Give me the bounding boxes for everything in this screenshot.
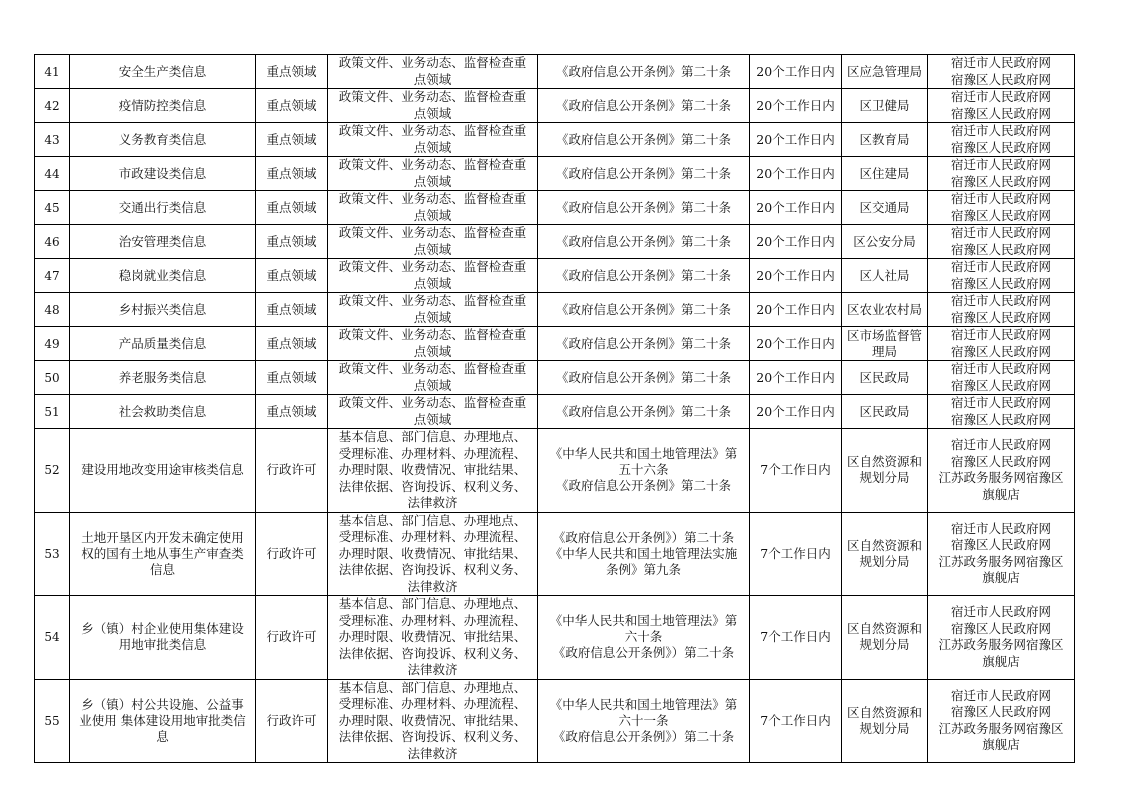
- category-cell: 重点领域: [256, 225, 328, 259]
- item-name-line: 乡（镇）村企业使用集体建设: [81, 621, 244, 637]
- item-name-cell: [70, 225, 256, 259]
- department-line: 规划分局: [859, 470, 910, 486]
- category-cell: 重点领域: [256, 89, 328, 123]
- publish-channel-line: 宿迁市人民政府网: [950, 327, 1051, 342]
- publish-channel-cell: [928, 429, 1075, 513]
- item-name-line: 业使用 集体建设用地审批类信: [79, 712, 246, 728]
- time-limit-cell: 20个工作日内: [750, 89, 842, 123]
- legal-basis-line: 五十六条: [618, 462, 669, 478]
- department-line: 区自然资源和: [846, 537, 922, 553]
- department-cell: [842, 123, 928, 157]
- legal-basis-cell: [538, 89, 750, 123]
- legal-basis-line: 《中华人民共和国土地管理法》第: [549, 696, 738, 712]
- content-line: 政策文件、业务动态、监督检查重: [338, 327, 527, 342]
- content-line: 政策文件、业务动态、监督检查重: [338, 89, 527, 104]
- department-line: 区教育局: [859, 131, 910, 147]
- row-number-cell: 52: [35, 429, 70, 513]
- item-name-line: 市政建设类信息: [118, 165, 207, 181]
- publish-channel-cell: [928, 89, 1075, 123]
- item-name-line: 社会救助类信息: [118, 403, 207, 419]
- legal-basis-line: 《中华人民共和国土地管理法》第: [549, 446, 738, 462]
- item-name-line: 交通出行类信息: [118, 199, 207, 215]
- table-row: [35, 123, 1075, 157]
- content-line: 法律依据、咨询投诉、权利义务、: [338, 729, 527, 744]
- publish-channel-line: 宿豫区人民政府网: [950, 241, 1051, 257]
- time-limit-cell: 20个工作日内: [750, 55, 842, 89]
- publish-channel-line: 宿豫区人民政府网: [950, 620, 1051, 636]
- item-name-line: 权的国有土地从事生产审查类: [81, 545, 244, 561]
- publish-channel-line: 宿豫区人民政府网: [950, 411, 1051, 427]
- legal-basis-cell: [538, 55, 750, 89]
- department-line: 区民政局: [859, 369, 910, 385]
- row-number-cell: 41: [35, 55, 70, 89]
- content-cell: [328, 512, 538, 596]
- item-name-cell: [70, 395, 256, 429]
- item-name-line: 用地审批类信息: [118, 637, 207, 653]
- row-number-cell: 47: [35, 259, 70, 293]
- department-cell: [842, 259, 928, 293]
- legal-basis-line: 《政府信息公开条例》第二十条: [555, 403, 731, 419]
- item-name-cell: [70, 89, 256, 123]
- department-line: 区交通局: [859, 199, 910, 215]
- content-line: 政策文件、业务动态、监督检查重: [338, 395, 527, 410]
- publish-channel-line: 旗舰店: [982, 486, 1020, 502]
- department-line: 区自然资源和: [846, 621, 922, 637]
- content-line: 点领域: [413, 343, 452, 359]
- content-line: 法律依据、咨询投诉、权利义务、: [338, 645, 527, 661]
- content-line: 办理时限、收费情况、审批结果、: [338, 545, 527, 561]
- department-line: 规划分局: [859, 553, 910, 569]
- content-line: 点领域: [413, 275, 452, 291]
- department-line: 理局: [871, 343, 897, 359]
- item-name-cell: [70, 191, 256, 225]
- category-cell: 行政许可: [256, 512, 328, 596]
- time-limit-cell: 20个工作日内: [750, 191, 842, 225]
- publish-channel-line: 江苏政务服务网宿豫区: [938, 720, 1064, 736]
- department-line: 区应急管理局: [846, 63, 922, 79]
- category-cell: 重点领域: [256, 123, 328, 157]
- publish-channel-cell: [928, 293, 1075, 327]
- legal-basis-cell: [538, 429, 750, 513]
- publish-channel-line: 宿豫区人民政府网: [950, 343, 1051, 359]
- row-number-cell: 43: [35, 123, 70, 157]
- content-cell: [328, 89, 538, 123]
- department-cell: [842, 395, 928, 429]
- department-cell: [842, 512, 928, 596]
- department-cell: [842, 191, 928, 225]
- content-line: 政策文件、业务动态、监督检查重: [338, 361, 527, 376]
- category-cell: 行政许可: [256, 429, 328, 513]
- category-cell: 重点领域: [256, 259, 328, 293]
- content-cell: [328, 157, 538, 191]
- legal-basis-line: 《政府信息公开条例》）第二十条: [552, 529, 735, 545]
- category-cell: 行政许可: [256, 679, 328, 763]
- department-line: 区市场监督管: [846, 327, 922, 343]
- department-line: 区农业农村局: [846, 301, 922, 317]
- legal-basis-line: 《政府信息公开条例》第二十条: [555, 199, 731, 215]
- content-line: 政策文件、业务动态、监督检查重: [338, 157, 527, 172]
- category-cell: 重点领域: [256, 55, 328, 89]
- table-row: [35, 55, 1075, 89]
- department-line: 区卫健局: [859, 97, 910, 113]
- content-cell: [328, 395, 538, 429]
- publish-channel-cell: [928, 512, 1075, 596]
- content-line: 受理标准、办理材料、办理流程、: [338, 445, 527, 461]
- department-cell: [842, 596, 928, 680]
- publish-channel-line: 宿豫区人民政府网: [950, 537, 1051, 553]
- time-limit-cell: 20个工作日内: [750, 361, 842, 395]
- category-cell: 重点领域: [256, 157, 328, 191]
- legal-basis-line: 《政府信息公开条例》第二十条: [555, 369, 731, 385]
- publish-channel-line: 宿豫区人民政府网: [950, 207, 1051, 223]
- content-line: 政策文件、业务动态、监督检查重: [338, 259, 527, 274]
- publish-channel-cell: [928, 259, 1075, 293]
- publish-channel-line: 宿豫区人民政府网: [950, 105, 1051, 121]
- department-line: 区公安分局: [853, 233, 916, 249]
- content-cell: [328, 55, 538, 89]
- item-name-line: 稳岗就业类信息: [118, 267, 207, 283]
- item-name-line: 建设用地改变用途审核类信息: [81, 462, 244, 478]
- category-cell: 重点领域: [256, 191, 328, 225]
- department-cell: [842, 55, 928, 89]
- content-line: 政策文件、业务动态、监督检查重: [338, 191, 527, 206]
- legal-basis-line: 六十条: [624, 629, 663, 645]
- legal-basis-line: 《政府信息公开条例》第二十条: [555, 478, 731, 494]
- item-name-cell: [70, 596, 256, 680]
- publish-channel-line: 宿迁市人民政府网: [950, 604, 1051, 620]
- department-cell: [842, 89, 928, 123]
- publish-channel-line: 宿豫区人民政府网: [950, 704, 1051, 720]
- content-line: 政策文件、业务动态、监督检查重: [338, 55, 527, 70]
- publish-channel-cell: [928, 327, 1075, 361]
- content-cell: [328, 225, 538, 259]
- content-line: 办理时限、收费情况、审批结果、: [338, 629, 527, 644]
- category-cell: 重点领域: [256, 361, 328, 395]
- time-limit-cell: 20个工作日内: [750, 327, 842, 361]
- publish-channel-line: 江苏政务服务网宿豫区: [938, 470, 1064, 486]
- content-line: 点领域: [413, 411, 452, 427]
- department-line: 区自然资源和: [846, 704, 922, 720]
- category-cell: 行政许可: [256, 596, 328, 680]
- category-cell: 重点领域: [256, 293, 328, 327]
- table-row: [35, 293, 1075, 327]
- publish-channel-line: 宿迁市人民政府网: [950, 55, 1051, 70]
- row-number-cell: 51: [35, 395, 70, 429]
- time-limit-cell: 20个工作日内: [750, 259, 842, 293]
- publish-channel-cell: [928, 157, 1075, 191]
- time-limit-cell: 20个工作日内: [750, 123, 842, 157]
- department-cell: [842, 293, 928, 327]
- item-name-line: 养老服务类信息: [118, 369, 207, 385]
- item-name-cell: [70, 361, 256, 395]
- legal-basis-line: 条例》第九条: [605, 561, 681, 577]
- item-name-cell: [70, 157, 256, 191]
- content-line: 点领域: [413, 241, 452, 257]
- legal-basis-line: 《政府信息公开条例》第二十条: [555, 267, 731, 283]
- publish-channel-line: 宿迁市人民政府网: [950, 225, 1051, 240]
- legal-basis-cell: [538, 395, 750, 429]
- table-row: [35, 157, 1075, 191]
- legal-basis-line: 《中华人民共和国土地管理法》第: [549, 613, 738, 629]
- table-row: [35, 225, 1075, 259]
- time-limit-cell: 20个工作日内: [750, 293, 842, 327]
- content-cell: [328, 429, 538, 513]
- row-number-cell: 48: [35, 293, 70, 327]
- item-name-line: 治安管理类信息: [118, 233, 207, 249]
- legal-basis-line: 《政府信息公开条例》）第二十条: [552, 728, 735, 744]
- row-number-cell: 54: [35, 596, 70, 680]
- category-cell: 重点领域: [256, 327, 328, 361]
- legal-basis-cell: [538, 327, 750, 361]
- publish-channel-line: 宿迁市人民政府网: [950, 520, 1051, 536]
- publish-channel-line: 宿迁市人民政府网: [950, 293, 1051, 308]
- publish-channel-line: 宿迁市人民政府网: [950, 89, 1051, 104]
- department-cell: [842, 225, 928, 259]
- legal-basis-cell: [538, 679, 750, 763]
- item-name-line: 息: [156, 728, 169, 744]
- legal-basis-line: 《中华人民共和国土地管理法实施: [549, 545, 738, 561]
- table-row: [35, 679, 1075, 763]
- table-row: [35, 327, 1075, 361]
- item-name-line: 土地开垦区内开发未确定使用: [81, 529, 244, 545]
- publish-channel-line: 宿豫区人民政府网: [950, 139, 1051, 155]
- table-row: [35, 89, 1075, 123]
- item-name-cell: [70, 429, 256, 513]
- content-line: 政策文件、业务动态、监督检查重: [338, 123, 527, 138]
- publish-channel-line: 宿迁市人民政府网: [950, 191, 1051, 206]
- item-name-cell: [70, 55, 256, 89]
- content-line: 政策文件、业务动态、监督检查重: [338, 225, 527, 240]
- publish-channel-cell: [928, 225, 1075, 259]
- publish-channel-cell: [928, 55, 1075, 89]
- content-cell: [328, 191, 538, 225]
- legal-basis-line: 《政府信息公开条例》第二十条: [555, 165, 731, 181]
- department-cell: [842, 327, 928, 361]
- time-limit-cell: 7个工作日内: [750, 596, 842, 680]
- content-line: 受理标准、办理材料、办理流程、: [338, 529, 527, 544]
- legal-basis-line: 《政府信息公开条例》第二十条: [555, 97, 731, 113]
- publish-channel-cell: [928, 596, 1075, 680]
- content-line: 点领域: [413, 139, 452, 155]
- row-number-cell: 42: [35, 89, 70, 123]
- item-name-line: 义务教育类信息: [118, 131, 207, 147]
- content-cell: [328, 327, 538, 361]
- publish-channel-line: 江苏政务服务网宿豫区: [938, 553, 1064, 569]
- content-line: 基本信息、部门信息、办理地点、: [338, 679, 527, 695]
- legal-basis-cell: [538, 361, 750, 395]
- legal-basis-line: 《政府信息公开条例》第二十条: [555, 233, 731, 249]
- content-line: 法律救济: [407, 662, 458, 677]
- legal-basis-cell: [538, 225, 750, 259]
- time-limit-cell: 7个工作日内: [750, 512, 842, 596]
- legal-basis-cell: [538, 191, 750, 225]
- table-row: [35, 259, 1075, 293]
- publish-channel-line: 旗舰店: [982, 737, 1020, 753]
- department-cell: [842, 157, 928, 191]
- item-name-cell: [70, 327, 256, 361]
- item-name-line: 产品质量类信息: [118, 335, 207, 351]
- content-cell: [328, 259, 538, 293]
- content-line: 点领域: [413, 309, 452, 325]
- content-line: 点领域: [413, 377, 452, 393]
- department-cell: [842, 679, 928, 763]
- publish-channel-line: 宿豫区人民政府网: [950, 377, 1051, 393]
- category-cell: 重点领域: [256, 395, 328, 429]
- department-cell: [842, 429, 928, 513]
- content-cell: [328, 293, 538, 327]
- publish-channel-line: 宿豫区人民政府网: [950, 71, 1051, 87]
- content-line: 办理时限、收费情况、审批结果、: [338, 462, 527, 477]
- content-line: 基本信息、部门信息、办理地点、: [338, 596, 527, 611]
- table-row: [35, 512, 1075, 596]
- item-name-line: 疫情防控类信息: [118, 97, 207, 113]
- publish-channel-line: 宿豫区人民政府网: [950, 173, 1051, 189]
- legal-basis-cell: [538, 596, 750, 680]
- publish-channel-line: 旗舰店: [982, 653, 1020, 669]
- content-cell: [328, 679, 538, 763]
- publish-channel-line: 宿迁市人民政府网: [950, 157, 1051, 172]
- legal-basis-line: 《政府信息公开条例》第二十条: [555, 301, 731, 317]
- publish-channel-line: 江苏政务服务网宿豫区: [938, 637, 1064, 653]
- content-line: 点领域: [413, 71, 452, 87]
- row-number-cell: 45: [35, 191, 70, 225]
- publish-channel-line: 宿豫区人民政府网: [950, 309, 1051, 325]
- content-line: 法律依据、咨询投诉、权利义务、: [338, 478, 527, 494]
- legal-basis-cell: [538, 512, 750, 596]
- legal-basis-cell: [538, 259, 750, 293]
- publish-channel-cell: [928, 361, 1075, 395]
- item-name-cell: [70, 293, 256, 327]
- table-row: [35, 395, 1075, 429]
- item-name-cell: [70, 679, 256, 763]
- time-limit-cell: 20个工作日内: [750, 225, 842, 259]
- table-row: [35, 191, 1075, 225]
- publish-channel-line: 宿豫区人民政府网: [950, 453, 1051, 469]
- department-cell: [842, 361, 928, 395]
- content-line: 法律依据、咨询投诉、权利义务、: [338, 562, 527, 577]
- time-limit-cell: 7个工作日内: [750, 429, 842, 513]
- item-name-cell: [70, 512, 256, 596]
- department-line: 区住建局: [859, 165, 910, 181]
- content-cell: [328, 123, 538, 157]
- legal-basis-cell: [538, 293, 750, 327]
- row-number-cell: 44: [35, 157, 70, 191]
- content-line: 点领域: [413, 105, 452, 121]
- department-line: 区民政局: [859, 403, 910, 419]
- publish-channel-line: 宿迁市人民政府网: [950, 687, 1051, 703]
- publish-channel-line: 宿迁市人民政府网: [950, 259, 1051, 274]
- content-line: 受理标准、办理材料、办理流程、: [338, 612, 527, 628]
- legal-basis-line: 《政府信息公开条例》第二十条: [555, 131, 731, 147]
- row-number-cell: 46: [35, 225, 70, 259]
- department-line: 区人社局: [859, 267, 910, 283]
- row-number-cell: 49: [35, 327, 70, 361]
- department-line: 规划分局: [859, 720, 910, 736]
- item-name-line: 信息: [149, 561, 175, 577]
- legal-basis-line: 六十一条: [618, 712, 669, 728]
- publish-channel-line: 旗舰店: [982, 570, 1020, 586]
- content-line: 基本信息、部门信息、办理地点、: [338, 512, 527, 528]
- content-line: 法律救济: [407, 495, 458, 510]
- table-row: [35, 596, 1075, 680]
- row-number-cell: 50: [35, 361, 70, 395]
- publish-channel-cell: [928, 395, 1075, 429]
- legal-basis-line: 《政府信息公开条例》第二十条: [555, 63, 731, 79]
- publish-channel-line: 宿豫区人民政府网: [950, 275, 1051, 291]
- legal-basis-cell: [538, 157, 750, 191]
- content-line: 政策文件、业务动态、监督检查重: [338, 293, 527, 308]
- publish-channel-line: 宿迁市人民政府网: [950, 361, 1051, 376]
- row-number-cell: 55: [35, 679, 70, 763]
- department-line: 规划分局: [859, 637, 910, 653]
- publish-channel-cell: [928, 679, 1075, 763]
- item-name-line: 乡村振兴类信息: [118, 301, 207, 317]
- row-number-cell: 53: [35, 512, 70, 596]
- item-name-line: 安全生产类信息: [118, 63, 207, 79]
- content-line: 法律救济: [407, 578, 458, 594]
- legal-basis-line: 《政府信息公开条例》）第二十条: [552, 645, 735, 661]
- content-line: 点领域: [413, 207, 452, 223]
- content-cell: [328, 361, 538, 395]
- table-row: [35, 429, 1075, 513]
- publish-channel-line: 宿迁市人民政府网: [950, 123, 1051, 138]
- time-limit-cell: 7个工作日内: [750, 679, 842, 763]
- content-line: 办理时限、收费情况、审批结果、: [338, 712, 527, 728]
- publish-channel-cell: [928, 123, 1075, 157]
- publish-channel-line: 宿迁市人民政府网: [950, 395, 1051, 410]
- content-cell: [328, 596, 538, 680]
- publish-channel-line: 宿迁市人民政府网: [950, 437, 1051, 453]
- legal-basis-cell: [538, 123, 750, 157]
- content-line: 基本信息、部门信息、办理地点、: [338, 429, 527, 444]
- content-line: 法律救济: [407, 745, 458, 761]
- time-limit-cell: 20个工作日内: [750, 157, 842, 191]
- publish-channel-cell: [928, 191, 1075, 225]
- department-line: 区自然资源和: [846, 454, 922, 470]
- table-body: [35, 55, 1075, 763]
- item-name-line: 乡（镇）村公共设施、公益事: [81, 696, 244, 712]
- disclosure-table: [34, 54, 1075, 763]
- time-limit-cell: 20个工作日内: [750, 395, 842, 429]
- content-line: 受理标准、办理材料、办理流程、: [338, 696, 527, 711]
- content-line: 点领域: [413, 173, 452, 189]
- item-name-cell: [70, 123, 256, 157]
- table-row: [35, 361, 1075, 395]
- legal-basis-line: 《政府信息公开条例》第二十条: [555, 335, 731, 351]
- item-name-cell: [70, 259, 256, 293]
